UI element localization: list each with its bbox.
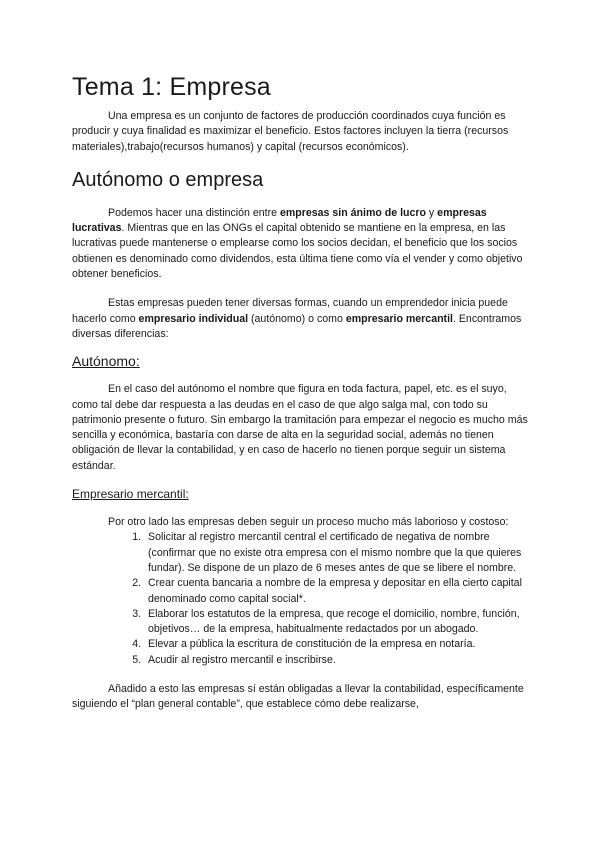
text-run: . Encontramos diversas diferencias: [72,312,522,340]
subheading-autonomo: Autónomo: [72,353,140,370]
bold-term: empresario individual [138,312,249,325]
bold-term: empresas lucrativas [72,206,487,235]
intro-paragraph: Una empresa es un conjunto de factores de producción coordinados cuya función es producir y cuya finalidad es maximizar el beneficio. Estos factores incluyen la tierra (recursos materiales),trabajo(recursos humanos) y capital (recursos económicos). [72,110,509,153]
paragraph-formas [72,296,528,342]
bold-term: empresario mercantil [345,312,453,325]
text-run: . Mientras que en las ONGs el capital obtenido se mantiene en la empresa, en las lucrativas puede mantenerse o emplearse como los socios decidan, el beneficio que los socios obtienen es denominado como dividendos, esta última tiene como vía el vender y como objetivo obtener beneficios. [72,222,523,281]
bold-term: empresas sin ánimo de lucro [279,206,426,219]
paragraph-closing: Añadido a esto las empresas sí están obligadas a llevar la contabilidad, específicamente siguiendo el “plan general contable”, que establece cómo debe realizarse, [72,683,524,711]
list-item: 2. Crear cuenta bancaria a nombre de la empresa y depositar en ella cierto capital denominado como capital social*. [144,576,528,607]
paragraph-distincion [72,206,528,282]
list-item: 1. Solicitar al registro mercantil central el certificado de negativa de nombre (confirmar que no existe otra empresa con el mismo nombre que la que quieres fundar). Se dispone de un plazo de 6 meses antes de que se libere el nombre. [144,530,528,576]
text-run: y [425,206,438,219]
text-run: Estas empresas pueden tener diversas formas, cuando un emprendedor inicia puede hacerlo como [72,297,508,325]
list-item: 4. Elevar a pública la escritura de constitución de la empresa en notaría. [144,637,528,652]
text-run: Podemos hacer una distinción entre [108,206,280,219]
list-item: 3. Elaborar los estatutos de la empresa, que recoge el domicilio, nombre, función, objetivos… de la empresa, habitualmente redactados por un abogado. [144,607,528,638]
text-run: (autónomo) o como [248,312,346,325]
paragraph-autonomo: En el caso del autónomo el nombre que figura en toda factura, papel, etc. es el suyo, como tal debe dar respuesta a las deudas en el caso de que algo salga mal, con todo su patrimonio presente o futuro. Sin embargo la tramitación para empezar el negocio es mucho más sencilla y económica, bastaría con darse de alta en la seguridad social, además no tienen obligación de llevar la contabilidad, y en caso de hacerlo no tienen porque seguir un sistema estándar. [72,383,528,472]
list-item: 5. Acudir al registro mercantil e inscribirse. [144,653,528,668]
page-title: Tema 1: Empresa [72,73,271,101]
section-heading-autonomo-o-empresa: Autónomo o empresa [72,168,264,191]
steps-list [72,530,528,668]
paragraph-mercantil-intro: Por otro lado las empresas deben seguir un proceso mucho más laborioso y costoso: [108,516,509,529]
subheading-empresario-mercantil: Empresario mercantil: [72,487,189,502]
